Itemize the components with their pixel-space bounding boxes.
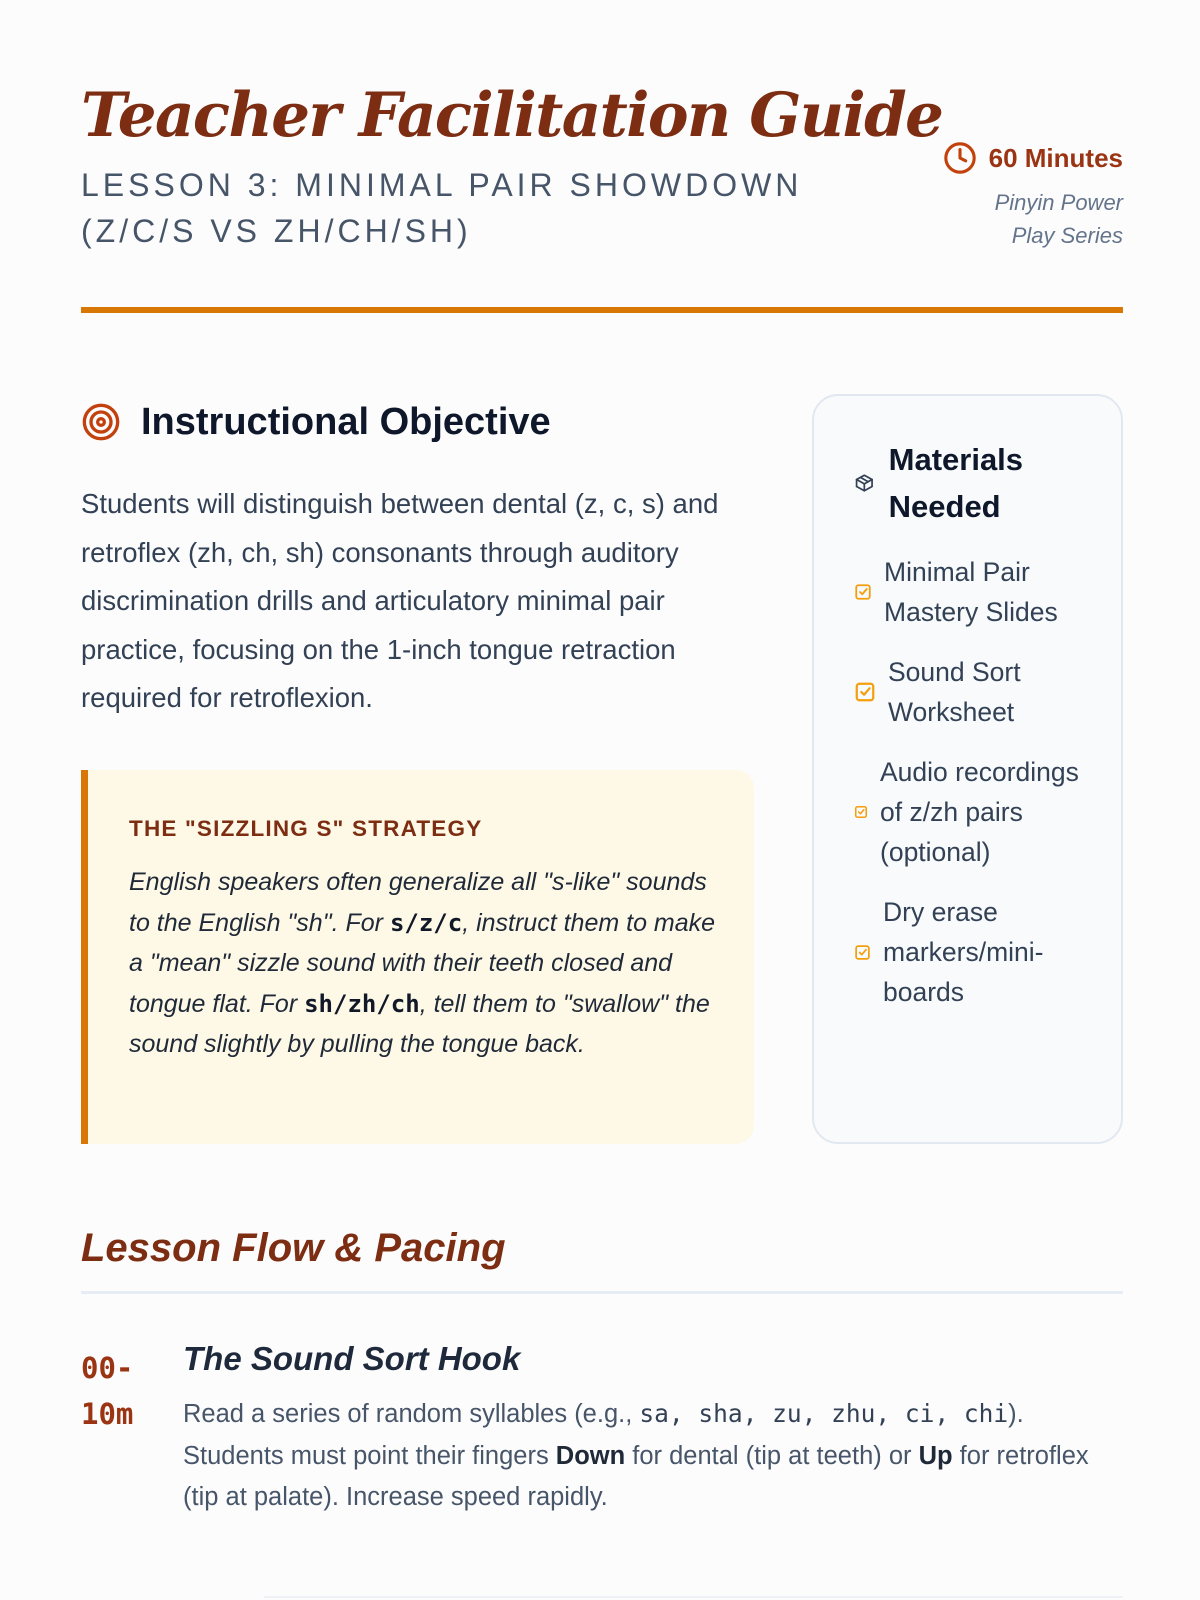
step-text-part: for dental (tip at teeth) or <box>625 1441 919 1470</box>
objective-text: Students will distinguish between dental (z, c, s) and retroflex (zh, ch, sh) consonants through auditory discrimination drills and articulatory minimal pair practice, focusing on the 1-inch tongue retraction required for retroflexion. <box>81 488 719 713</box>
objective-heading <box>81 392 761 452</box>
list-item <box>854 652 1091 732</box>
material-label: Dry erase markers/mini-boards <box>883 897 1044 1007</box>
material-label: Minimal Pair Mastery Slides <box>884 557 1058 627</box>
step-description <box>183 1393 1123 1519</box>
duration-badge <box>863 140 1123 176</box>
step-title: The Sound Sort Hook <box>183 1340 521 1377</box>
page-title: Teacher Facilitation Guide <box>81 80 943 151</box>
duration-label: 60 Minutes <box>988 143 1123 173</box>
dental-code: s/z/c <box>389 908 463 937</box>
header-divider <box>81 307 1123 313</box>
checkbox-icon <box>854 583 872 601</box>
step-body <box>183 1337 1123 1519</box>
strategy-label: THE "SIZZLING S" STRATEGY <box>129 816 483 841</box>
up-instruction: Up <box>918 1441 953 1470</box>
lesson-flow-heading: Lesson Flow & Pacing <box>81 1226 506 1270</box>
box-icon <box>854 470 875 496</box>
materials-panel <box>812 394 1123 1144</box>
checkbox-icon <box>854 681 876 703</box>
guide-page <box>81 0 1123 1511</box>
strategy-text-part: , tell them to "swallow" the sound slightly by pulling the tongue back. <box>129 989 710 1058</box>
clock-icon <box>943 141 977 175</box>
materials-heading <box>854 436 1091 530</box>
step-text-part: for retroflex (tip at palate). Increase speed rapidly. <box>183 1441 1089 1511</box>
down-instruction: Down <box>555 1441 626 1470</box>
material-label: Audio recordings of z/zh pairs (optional) <box>880 757 1079 867</box>
step-time: 00-10m <box>81 1351 134 1431</box>
lesson-flow-divider <box>81 1291 1123 1294</box>
lesson-meta <box>863 140 1123 252</box>
objective-title: Instructional Objective <box>141 401 551 443</box>
step-text-part: Read a series of random syllables (e.g., <box>183 1400 640 1428</box>
guide-header <box>81 0 1123 315</box>
materials-title: Materials Needed <box>888 442 1024 524</box>
retroflex-code: sh/zh/ch <box>304 989 420 1018</box>
series-name: Pinyin Power Play Series <box>994 190 1123 248</box>
step-text-part: ). Students must point their fingers <box>183 1400 1024 1470</box>
strategy-text-part: , instruct them to make a "mean" sizzle sound with their teeth closed and tongue flat. For <box>129 908 716 1018</box>
list-item <box>854 752 1091 872</box>
checkbox-icon <box>854 805 868 819</box>
syllable-examples: sa, sha, zu, zhu, ci, chi <box>639 1399 1009 1428</box>
strategy-text-part: English speakers often generalize all "s-like" sounds to the English "sh". For <box>129 868 707 937</box>
materials-list <box>854 552 1091 1012</box>
material-label: Sound Sort Worksheet <box>888 657 1021 727</box>
strategy-callout <box>81 770 754 1144</box>
target-icon <box>81 402 121 442</box>
list-item <box>854 892 1091 1012</box>
lesson-subtitle: LESSON 3: MINIMAL PAIR SHOWDOWN (Z/C/S VS ZH/CH/SH) <box>81 167 803 249</box>
strategy-text <box>129 862 718 1065</box>
step-divider <box>264 1596 1123 1598</box>
checkbox-icon <box>854 944 871 961</box>
objective-section <box>81 392 761 723</box>
list-item <box>854 552 1091 632</box>
